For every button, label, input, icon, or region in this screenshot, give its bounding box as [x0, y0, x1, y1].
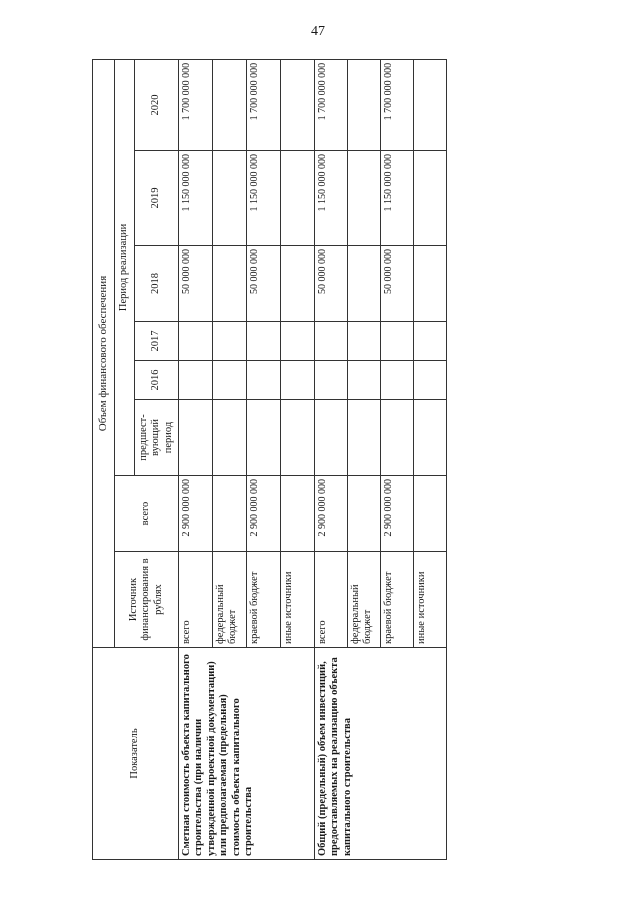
header-year-2017: 2017	[135, 322, 179, 361]
source-cell: всего	[315, 552, 348, 648]
prior-cell	[414, 400, 447, 476]
total-cell	[281, 476, 315, 552]
year-2018-cell	[348, 246, 381, 322]
indicator-total-investment: Общий (предельный) объем инвестиций, предоставляемых на реализацию объекта капитального строительства	[315, 648, 447, 860]
prior-cell	[247, 400, 281, 476]
total-cell: 2 900 000 000	[381, 476, 414, 552]
source-cell: краевой бюджет	[381, 552, 414, 648]
prior-cell	[381, 400, 414, 476]
total-cell: 2 900 000 000	[315, 476, 348, 552]
prior-cell	[179, 400, 213, 476]
source-cell: федеральный бюджет	[213, 552, 247, 648]
year-2019-cell: 1 150 000 000	[247, 151, 281, 246]
year-2017-cell	[247, 322, 281, 361]
header-total: всего	[115, 476, 179, 552]
year-2016-cell	[213, 361, 247, 400]
year-2017-cell	[381, 322, 414, 361]
source-cell: иные источники	[414, 552, 447, 648]
prior-cell	[213, 400, 247, 476]
table-row	[179, 59, 213, 859]
rotated-table-container	[92, 60, 430, 860]
source-cell: краевой бюджет	[247, 552, 281, 648]
year-2017-cell	[348, 322, 381, 361]
total-cell	[414, 476, 447, 552]
year-2019-cell	[213, 151, 247, 246]
year-2016-cell	[247, 361, 281, 400]
year-2019-cell	[414, 151, 447, 246]
year-2018-cell	[213, 246, 247, 322]
year-2019-cell: 1 150 000 000	[315, 151, 348, 246]
total-cell	[348, 476, 381, 552]
year-2018-cell	[281, 246, 315, 322]
total-cell: 2 900 000 000	[179, 476, 213, 552]
year-2019-cell	[281, 151, 315, 246]
year-2020-cell	[414, 59, 447, 150]
year-2017-cell	[281, 322, 315, 361]
header-funding-volume: Объем финансового обеспечения	[93, 59, 115, 647]
year-2018-cell: 50 000 000	[179, 246, 213, 322]
year-2018-cell	[414, 246, 447, 322]
year-2017-cell	[414, 322, 447, 361]
header-year-2018: 2018	[135, 246, 179, 322]
page-number: 47	[311, 24, 325, 39]
year-2020-cell: 1 700 000 000	[247, 59, 281, 150]
header-year-2016: 2016	[135, 361, 179, 400]
year-2020-cell: 1 700 000 000	[315, 59, 348, 150]
year-2017-cell	[315, 322, 348, 361]
header-year-2020: 2020	[135, 59, 179, 150]
header-source: Источник финансирования в рублях	[115, 552, 179, 648]
year-2016-cell	[281, 361, 315, 400]
source-cell: всего	[179, 552, 213, 648]
year-2020-cell	[213, 59, 247, 150]
year-2016-cell	[315, 361, 348, 400]
prior-cell	[315, 400, 348, 476]
year-2017-cell	[179, 322, 213, 361]
header-year-2019: 2019	[135, 151, 179, 246]
year-2019-cell: 1 150 000 000	[381, 151, 414, 246]
source-cell: иные источники	[281, 552, 315, 648]
year-2018-cell: 50 000 000	[247, 246, 281, 322]
year-2017-cell	[213, 322, 247, 361]
year-2016-cell	[414, 361, 447, 400]
header-indicator: Показатель	[93, 648, 179, 860]
funding-table	[92, 59, 447, 860]
table-row	[315, 59, 348, 859]
year-2016-cell	[179, 361, 213, 400]
total-cell	[213, 476, 247, 552]
year-2020-cell	[348, 59, 381, 150]
indicator-estimated-cost: Сметная стоимость объекта капитального строительства (при наличии утвержденной проектной документации) или предполагаемая (предельная) стоимость объекта капитального строительства	[179, 648, 315, 860]
year-2016-cell	[381, 361, 414, 400]
year-2020-cell	[281, 59, 315, 150]
year-2019-cell: 1 150 000 000	[179, 151, 213, 246]
source-cell: федеральный бюджет	[348, 552, 381, 648]
year-2018-cell: 50 000 000	[381, 246, 414, 322]
header-period: Период реализации	[115, 59, 135, 475]
prior-cell	[281, 400, 315, 476]
year-2019-cell	[348, 151, 381, 246]
prior-cell	[348, 400, 381, 476]
year-2016-cell	[348, 361, 381, 400]
header-prior-period: предшест-вующий период	[135, 400, 179, 476]
year-2020-cell: 1 700 000 000	[381, 59, 414, 150]
year-2018-cell: 50 000 000	[315, 246, 348, 322]
year-2020-cell: 1 700 000 000	[179, 59, 213, 150]
total-cell: 2 900 000 000	[247, 476, 281, 552]
